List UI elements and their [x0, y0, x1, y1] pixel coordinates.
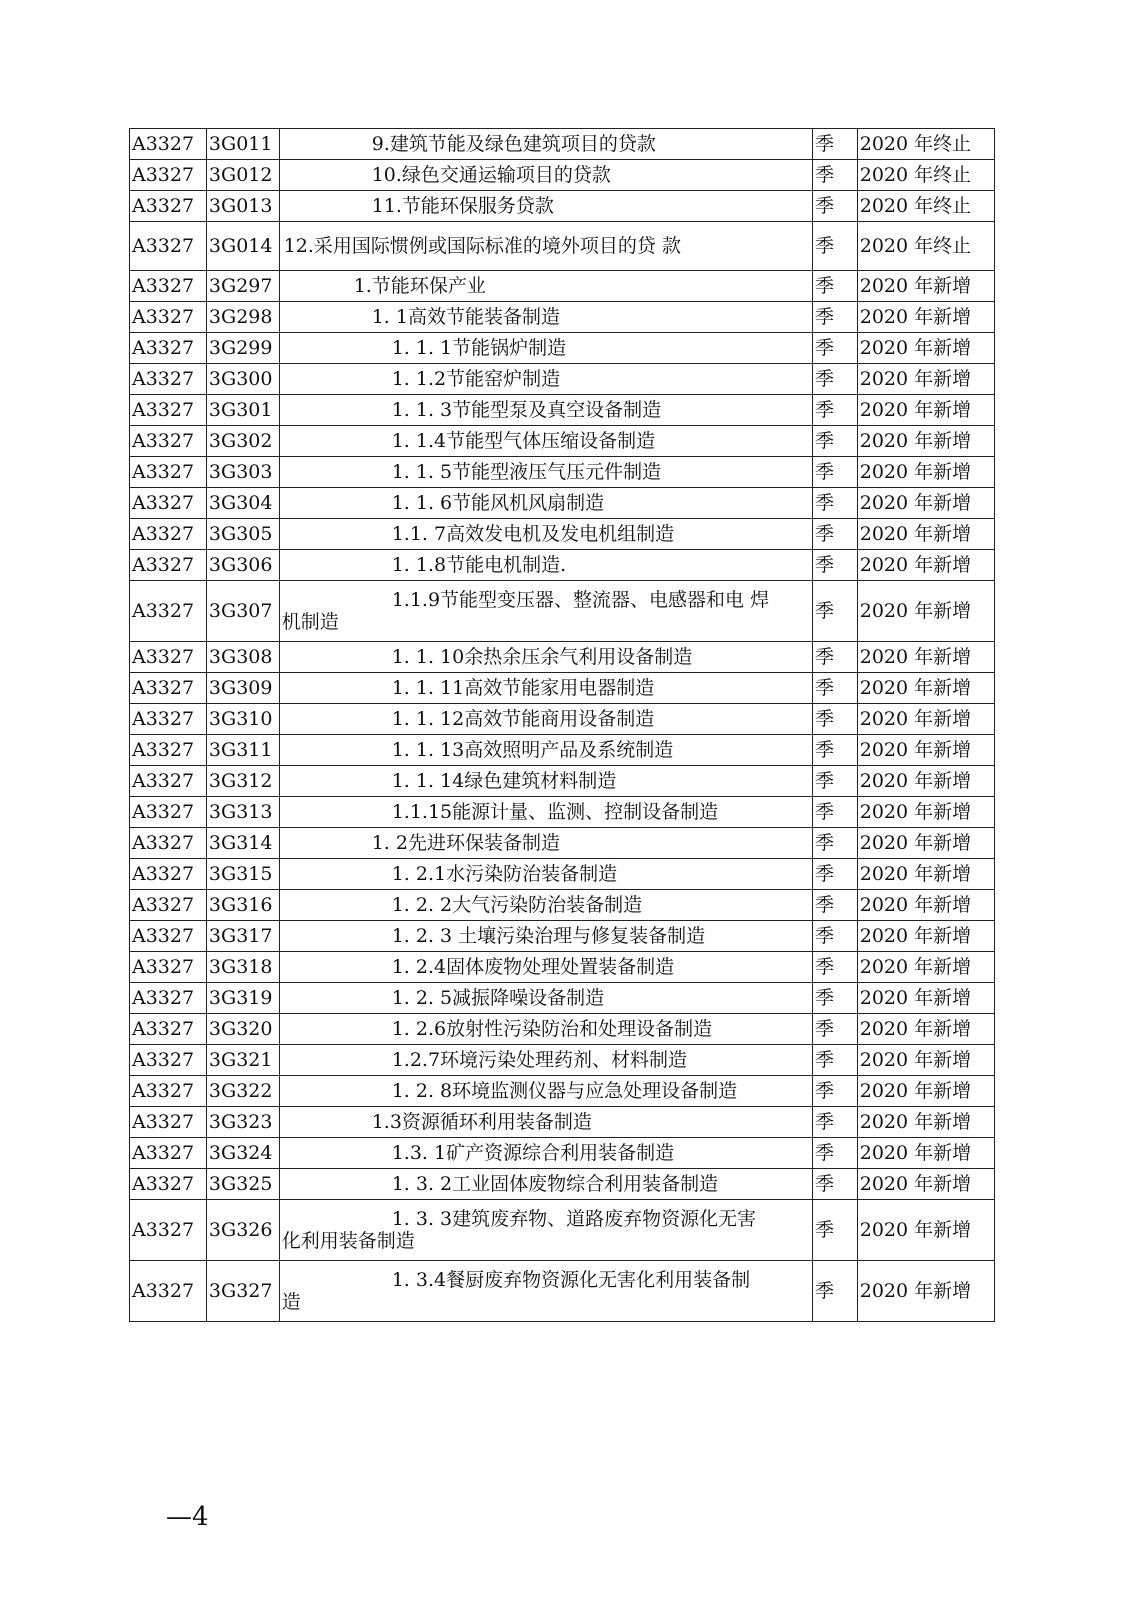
table-id-cell: 3G323 [206, 1107, 279, 1138]
table-row [130, 1138, 995, 1169]
table-desc-cell [279, 302, 812, 333]
table-freq-cell: 季 [813, 1261, 858, 1322]
table-status-cell: 2020 年新增 [857, 271, 994, 302]
desc-line: 1. 1.8节能电机制造. [391, 554, 567, 576]
table-freq-cell: 季 [813, 364, 858, 395]
table-code-cell: A3327 [130, 271, 207, 302]
table-status-cell: 2020 年终止 [857, 191, 994, 222]
table-freq-cell: 季 [813, 890, 858, 921]
table-status-cell: 2020 年新增 [857, 364, 994, 395]
table-desc-cell [279, 859, 812, 890]
table-desc-cell [279, 222, 812, 271]
desc-line: 1. 2. 5减振降噪设备制造 [391, 987, 605, 1009]
table-desc-cell [279, 983, 812, 1014]
table-body [130, 129, 995, 1322]
table-freq-cell: 季 [813, 550, 858, 581]
table-id-cell: 3G307 [206, 581, 279, 642]
table-status-cell: 2020 年新增 [857, 1169, 994, 1200]
table-code-cell: A3327 [130, 457, 207, 488]
table-desc-cell [279, 797, 812, 828]
table-freq-cell: 季 [813, 519, 858, 550]
table-row [130, 1107, 995, 1138]
table-id-cell: 3G302 [206, 426, 279, 457]
table-code-cell: A3327 [130, 983, 207, 1014]
table-row [130, 1200, 995, 1261]
desc-line-continued: 造 [281, 1291, 301, 1313]
table-status-cell: 2020 年新增 [857, 550, 994, 581]
desc-line: 10.绿色交通运输项目的贷款 [371, 164, 611, 186]
table-status-cell: 2020 年新增 [857, 766, 994, 797]
table-row [130, 160, 995, 191]
table-desc-cell [279, 1169, 812, 1200]
table-status-cell: 2020 年终止 [857, 129, 994, 160]
table-status-cell: 2020 年新增 [857, 952, 994, 983]
table-row [130, 129, 995, 160]
table-id-cell: 3G011 [206, 129, 279, 160]
table-desc-cell [279, 1107, 812, 1138]
table-status-cell: 2020 年新增 [857, 797, 994, 828]
table-desc-cell [279, 642, 812, 673]
table-id-cell: 3G308 [206, 642, 279, 673]
table-code-cell: A3327 [130, 129, 207, 160]
table-id-cell: 3G318 [206, 952, 279, 983]
desc-line: 1. 2.1水污染防治装备制造 [391, 863, 618, 885]
table-id-cell: 3G301 [206, 395, 279, 426]
desc-line: 1. 1. 11高效节能家用电器制造 [391, 677, 655, 699]
desc-line: 1.2.7环境污染处理药剂、材料制造 [391, 1049, 688, 1071]
table-desc-cell [279, 395, 812, 426]
table-row [130, 302, 995, 333]
table-id-cell: 3G313 [206, 797, 279, 828]
table-freq-cell: 季 [813, 1107, 858, 1138]
desc-line: 12.采用国际惯例或国际标准的境外项目的贷 款 [283, 235, 681, 257]
desc-line: 1. 1. 1节能锅炉制造 [391, 337, 567, 359]
table-freq-cell: 季 [813, 704, 858, 735]
table-freq-cell: 季 [813, 1138, 858, 1169]
table-code-cell: A3327 [130, 1045, 207, 1076]
desc-line-continued: 化利用装备制造 [281, 1230, 415, 1252]
desc-line: 1. 3.4餐厨废弃物资源化无害化利用装备制 [391, 1269, 751, 1291]
desc-line: 1. 2. 2大气污染防治装备制造 [391, 894, 643, 916]
table-freq-cell: 季 [813, 1045, 858, 1076]
table-freq-cell: 季 [813, 160, 858, 191]
desc-line: 1. 1. 6节能风机风扇制造 [391, 492, 605, 514]
table-id-cell: 3G316 [206, 890, 279, 921]
table-id-cell: 3G324 [206, 1138, 279, 1169]
table-status-cell: 2020 年新增 [857, 828, 994, 859]
table-code-cell: A3327 [130, 642, 207, 673]
table-desc-cell [279, 828, 812, 859]
desc-line: 1.1.15能源计量、监测、控制设备制造 [391, 801, 719, 823]
page-number: —4 [166, 1502, 209, 1532]
desc-line: 1.1. 7高效发电机及发电机组制造 [391, 523, 675, 545]
table-status-cell: 2020 年新增 [857, 1045, 994, 1076]
table-freq-cell: 季 [813, 271, 858, 302]
table-freq-cell: 季 [813, 766, 858, 797]
table-status-cell: 2020 年新增 [857, 1200, 994, 1261]
table-desc-cell [279, 457, 812, 488]
table-row [130, 642, 995, 673]
table-code-cell: A3327 [130, 735, 207, 766]
table-desc-cell [279, 735, 812, 766]
table-row [130, 222, 995, 271]
table-desc-cell [279, 191, 812, 222]
table-code-cell: A3327 [130, 426, 207, 457]
table-desc-cell [279, 271, 812, 302]
table-row [130, 1045, 995, 1076]
desc-line: 1. 1. 13高效照明产品及系统制造 [391, 739, 674, 761]
table-status-cell: 2020 年新增 [857, 1261, 994, 1322]
table-freq-cell: 季 [813, 1076, 858, 1107]
table-freq-cell: 季 [813, 828, 858, 859]
table-freq-cell: 季 [813, 191, 858, 222]
table-desc-cell [279, 333, 812, 364]
table-status-cell: 2020 年新增 [857, 519, 994, 550]
table-desc-cell [279, 160, 812, 191]
table-code-cell: A3327 [130, 160, 207, 191]
table-status-cell: 2020 年新增 [857, 1076, 994, 1107]
table-code-cell: A3327 [130, 859, 207, 890]
table-id-cell: 3G306 [206, 550, 279, 581]
desc-line: 1. 1. 3节能型泵及真空设备制造 [391, 399, 662, 421]
table-status-cell: 2020 年新增 [857, 581, 994, 642]
table-row [130, 271, 995, 302]
table-desc-cell [279, 129, 812, 160]
table-status-cell: 2020 年新增 [857, 859, 994, 890]
table-code-cell: A3327 [130, 673, 207, 704]
table-desc-cell [279, 364, 812, 395]
table-freq-cell: 季 [813, 426, 858, 457]
table-id-cell: 3G299 [206, 333, 279, 364]
table-status-cell: 2020 年新增 [857, 1014, 994, 1045]
table-desc-cell [279, 1045, 812, 1076]
table-row [130, 735, 995, 766]
table-code-cell: A3327 [130, 1261, 207, 1322]
table-row [130, 1014, 995, 1045]
table-id-cell: 3G298 [206, 302, 279, 333]
desc-line: 1. 1.4节能型气体压缩设备制造 [391, 430, 656, 452]
table-desc-cell [279, 519, 812, 550]
desc-line: 1. 3. 3建筑废弃物、道路废弃物资源化无害 [391, 1208, 757, 1230]
table-row [130, 457, 995, 488]
table-desc-cell [279, 952, 812, 983]
table-id-cell: 3G314 [206, 828, 279, 859]
table-row [130, 921, 995, 952]
table-id-cell: 3G305 [206, 519, 279, 550]
table-row [130, 859, 995, 890]
table-desc-cell [279, 1200, 812, 1261]
table-desc-cell [279, 1076, 812, 1107]
table-id-cell: 3G312 [206, 766, 279, 797]
table-freq-cell: 季 [813, 983, 858, 1014]
table-id-cell: 3G321 [206, 1045, 279, 1076]
table-desc-cell [279, 1014, 812, 1045]
table-row [130, 673, 995, 704]
table-freq-cell: 季 [813, 222, 858, 271]
table-code-cell: A3327 [130, 550, 207, 581]
table-freq-cell: 季 [813, 1014, 858, 1045]
table-status-cell: 2020 年新增 [857, 1138, 994, 1169]
table-code-cell: A3327 [130, 519, 207, 550]
desc-line: 1. 1. 12高效节能商用设备制造 [391, 708, 655, 730]
desc-line: 1. 1. 14绿色建筑材料制造 [391, 770, 617, 792]
table-status-cell: 2020 年新增 [857, 921, 994, 952]
table-freq-cell: 季 [813, 302, 858, 333]
table-code-cell: A3327 [130, 302, 207, 333]
table-row [130, 797, 995, 828]
desc-line: 1. 1.2节能窑炉制造 [391, 368, 561, 390]
desc-line: 1. 2.4固体废物处理处置装备制造 [391, 956, 675, 978]
table-id-cell: 3G013 [206, 191, 279, 222]
table-row [130, 488, 995, 519]
table-code-cell: A3327 [130, 704, 207, 735]
table-code-cell: A3327 [130, 222, 207, 271]
table-status-cell: 2020 年新增 [857, 488, 994, 519]
table-status-cell: 2020 年新增 [857, 1107, 994, 1138]
table-code-cell: A3327 [130, 766, 207, 797]
table-row [130, 191, 995, 222]
table-freq-cell: 季 [813, 921, 858, 952]
table-code-cell: A3327 [130, 797, 207, 828]
table-code-cell: A3327 [130, 1138, 207, 1169]
table-status-cell: 2020 年新增 [857, 735, 994, 766]
table-code-cell: A3327 [130, 488, 207, 519]
table-row [130, 581, 995, 642]
table-id-cell: 3G300 [206, 364, 279, 395]
table-code-cell: A3327 [130, 890, 207, 921]
table-code-cell: A3327 [130, 1107, 207, 1138]
table-code-cell: A3327 [130, 828, 207, 859]
table-freq-cell: 季 [813, 1169, 858, 1200]
desc-line: 1. 1. 10余热余压余气利用设备制造 [391, 646, 693, 668]
table-freq-cell: 季 [813, 457, 858, 488]
table-freq-cell: 季 [813, 859, 858, 890]
table-freq-cell: 季 [813, 673, 858, 704]
table-row [130, 983, 995, 1014]
table-code-cell: A3327 [130, 1200, 207, 1261]
table-id-cell: 3G310 [206, 704, 279, 735]
table-freq-cell: 季 [813, 581, 858, 642]
table-desc-cell [279, 890, 812, 921]
table-id-cell: 3G320 [206, 1014, 279, 1045]
table-code-cell: A3327 [130, 1169, 207, 1200]
table-desc-cell [279, 921, 812, 952]
table-code-cell: A3327 [130, 1076, 207, 1107]
table-desc-cell [279, 704, 812, 735]
table-desc-cell [279, 1261, 812, 1322]
table-status-cell: 2020 年新增 [857, 704, 994, 735]
table-id-cell: 3G297 [206, 271, 279, 302]
table-status-cell: 2020 年新增 [857, 673, 994, 704]
desc-line: 1. 1高效节能装备制造 [371, 306, 560, 328]
table-id-cell: 3G012 [206, 160, 279, 191]
table-freq-cell: 季 [813, 129, 858, 160]
table-status-cell: 2020 年新增 [857, 890, 994, 921]
table-status-cell: 2020 年新增 [857, 457, 994, 488]
indicator-table [129, 128, 995, 1322]
table-freq-cell: 季 [813, 952, 858, 983]
table-id-cell: 3G315 [206, 859, 279, 890]
table-desc-cell [279, 550, 812, 581]
table-status-cell: 2020 年终止 [857, 160, 994, 191]
table-row [130, 426, 995, 457]
desc-line: 1.1.9节能型变压器、整流器、电感器和电 焊 [391, 589, 770, 611]
table-id-cell: 3G322 [206, 1076, 279, 1107]
table-id-cell: 3G326 [206, 1200, 279, 1261]
table-code-cell: A3327 [130, 333, 207, 364]
table-code-cell: A3327 [130, 581, 207, 642]
table-id-cell: 3G014 [206, 222, 279, 271]
desc-line: 1. 2先进环保装备制造 [371, 832, 560, 854]
table-desc-cell [279, 581, 812, 642]
table-code-cell: A3327 [130, 364, 207, 395]
table-freq-cell: 季 [813, 333, 858, 364]
table-row [130, 333, 995, 364]
desc-line: 9.建筑节能及绿色建筑项目的贷款 [371, 133, 656, 155]
table-freq-cell: 季 [813, 642, 858, 673]
table-row [130, 1169, 995, 1200]
table-row [130, 1076, 995, 1107]
table-row [130, 828, 995, 859]
desc-line: 1.节能环保产业 [353, 275, 486, 297]
desc-line-continued: 机制造 [281, 611, 339, 633]
table-code-cell: A3327 [130, 921, 207, 952]
desc-line: 1. 2. 3 土壤污染治理与修复装备制造 [391, 925, 706, 947]
table-row [130, 364, 995, 395]
table-freq-cell: 季 [813, 488, 858, 519]
table-id-cell: 3G311 [206, 735, 279, 766]
table-desc-cell [279, 766, 812, 797]
table-id-cell: 3G319 [206, 983, 279, 1014]
desc-line: 11.节能环保服务贷款 [371, 195, 554, 217]
table-freq-cell: 季 [813, 797, 858, 828]
table-id-cell: 3G304 [206, 488, 279, 519]
table-freq-cell: 季 [813, 1200, 858, 1261]
table-freq-cell: 季 [813, 395, 858, 426]
table-row [130, 766, 995, 797]
table-row [130, 952, 995, 983]
table-row [130, 704, 995, 735]
desc-line: 1. 2. 8环境监测仪器与应急处理设备制造 [391, 1080, 738, 1102]
desc-line: 1.3. 1矿产资源综合利用装备制造 [391, 1142, 675, 1164]
table-code-cell: A3327 [130, 191, 207, 222]
table-id-cell: 3G303 [206, 457, 279, 488]
table-code-cell: A3327 [130, 952, 207, 983]
desc-line: 1. 1. 5节能型液压气压元件制造 [391, 461, 662, 483]
table-status-cell: 2020 年终止 [857, 222, 994, 271]
table-status-cell: 2020 年新增 [857, 983, 994, 1014]
table-desc-cell [279, 426, 812, 457]
table-desc-cell [279, 488, 812, 519]
desc-line: 1.3资源循环利用装备制造 [371, 1111, 592, 1133]
table-id-cell: 3G317 [206, 921, 279, 952]
table-id-cell: 3G327 [206, 1261, 279, 1322]
table-row [130, 395, 995, 426]
desc-line: 1. 3. 2工业固体废物综合利用装备制造 [391, 1173, 719, 1195]
table-freq-cell: 季 [813, 735, 858, 766]
table-desc-cell [279, 1138, 812, 1169]
desc-line: 1. 2.6放射性污染防治和处理设备制造 [391, 1018, 713, 1040]
table-code-cell: A3327 [130, 395, 207, 426]
table-status-cell: 2020 年新增 [857, 426, 994, 457]
table-row [130, 890, 995, 921]
table-desc-cell [279, 673, 812, 704]
table-row [130, 550, 995, 581]
table-status-cell: 2020 年新增 [857, 642, 994, 673]
table-code-cell: A3327 [130, 1014, 207, 1045]
table-status-cell: 2020 年新增 [857, 395, 994, 426]
table-status-cell: 2020 年新增 [857, 302, 994, 333]
table-id-cell: 3G309 [206, 673, 279, 704]
table-row [130, 519, 995, 550]
table-id-cell: 3G325 [206, 1169, 279, 1200]
table-row [130, 1261, 995, 1322]
table-status-cell: 2020 年新增 [857, 333, 994, 364]
